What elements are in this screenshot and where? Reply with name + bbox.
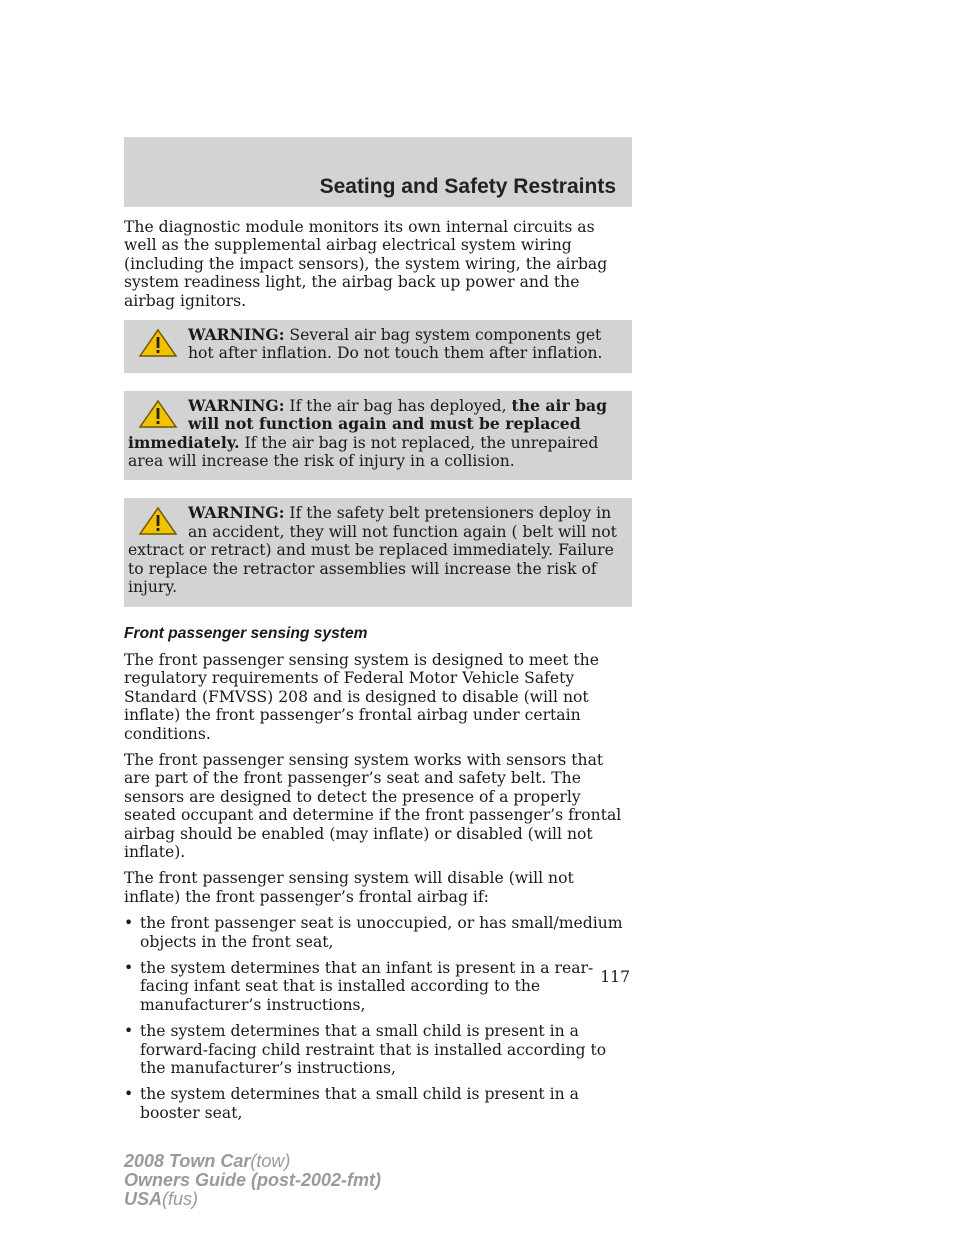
footer-line-2: Owners Guide (post-2002-fmt): [124, 1170, 382, 1190]
intro-paragraph: The diagnostic module monitors its own internal circuits as well as the supplemental airbag electrical system wiring (including the impact sensors), the system wiring, the airbag system readiness light, the airbag back up power and the airbag ignitors.: [124, 218, 608, 310]
footer-line-1: [124, 1152, 381, 1171]
section-header-band: [124, 137, 632, 207]
bullet-glyph: •: [124, 914, 134, 933]
bullet-glyph: •: [124, 959, 134, 977]
warning-label: WARNING:: [188, 395, 285, 415]
list-item-text: the system determines that a small child is present in a forward-facing child restraint that is installed according to the manufacturer’s instructions,: [140, 1022, 607, 1078]
warning-label: WARNING:: [188, 503, 285, 523]
warning-text-start: If the air bag has deployed,: [289, 396, 512, 415]
section-paragraph-1: The front passenger sensing system is designed to meet the regulatory requirements of Federal Motor Vehicle Safety Standard (FMVSS) 208 and is designed to disable (will not inflate) the front passenger’s frontal airbag under certain conditions.: [124, 650, 599, 743]
warning-text: If the safety belt pretensioners deploy in an accident, they will not function again ( belt will not extract or retract) and must be replaced immediately. Failure to replace the retractor assemblies will increase the risk of injury.: [128, 504, 617, 597]
list-item: [124, 959, 632, 1014]
list-item-text: the system determines that a small child is present in a booster seat,: [140, 1085, 579, 1122]
footer-market-code: (fus): [162, 1189, 199, 1209]
warning-box-3: [124, 498, 632, 606]
section-header-title: Seating and Safety Restraints: [319, 175, 616, 198]
list-item-text: the front passenger seat is unoccupied, or has small/medium objects in the front seat,: [140, 914, 623, 951]
warning-text: Several air bag system components get hot after inflation. Do not touch them after inflation.: [188, 326, 603, 363]
footer-market: USA: [124, 1189, 163, 1209]
warning-triangle-icon: [138, 328, 182, 358]
footer-model: 2008 Town Car: [124, 1151, 251, 1171]
footer-line-3: [124, 1190, 381, 1209]
page-number: 117: [600, 968, 630, 986]
warning-label: WARNING:: [188, 325, 285, 345]
warning-box-1: [124, 320, 632, 373]
list-item: [124, 1085, 632, 1122]
warning-box-2: [124, 391, 632, 481]
warning-emphasis: the air bag will not function again and must be replaced immediately.: [128, 395, 608, 452]
list-item: [124, 914, 632, 951]
warning-triangle-icon: [138, 506, 182, 536]
warning-triangle-icon: [138, 399, 182, 429]
list-item: [124, 1022, 632, 1077]
document-footer: [124, 1152, 381, 1209]
page-content: [124, 218, 632, 1130]
section-paragraph-2: The front passenger sensing system works with sensors that are part of the front passenger’s seat and safety belt. The sensors are designed to detect the presence of a properly seated occupant and determine if the front passenger’s frontal airbag should be enabled (may inflate) or disabled (will not inflate).: [124, 750, 622, 861]
section-subheading: Front passenger sensing system: [124, 624, 368, 642]
section-paragraph-3: The front passenger sensing system will disable (will not inflate) the front passenger’s frontal airbag if:: [124, 869, 574, 906]
list-item-text: the system determines that an infant is present in a rear-facing infant seat that is installed according to the manufacturer’s instructions,: [140, 959, 594, 1014]
warning-text-end: If the air bag is not replaced, the unrepaired area will increase the risk of injury in a collision.: [128, 433, 599, 471]
footer-model-code: (tow): [250, 1151, 291, 1171]
disable-conditions-list: [124, 914, 632, 1122]
bullet-glyph: •: [124, 1085, 134, 1104]
bullet-glyph: •: [124, 1022, 134, 1041]
